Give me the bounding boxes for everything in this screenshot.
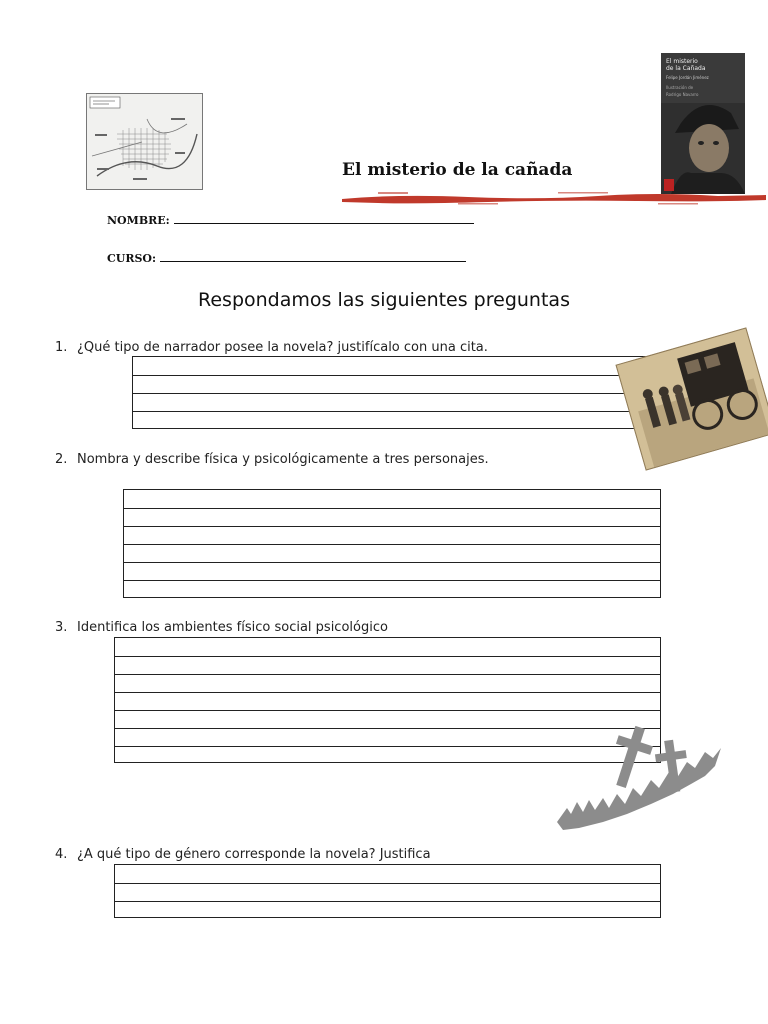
answer-line[interactable] [133, 375, 660, 393]
question-2 [55, 452, 489, 467]
cover-title-line1: El misterio [666, 58, 698, 65]
cover-illustrator: Rodrigo Navarro [666, 92, 699, 97]
answer-line[interactable] [124, 508, 660, 526]
course-field[interactable] [107, 252, 466, 265]
cover-title-line2: de la Cañada [666, 65, 706, 72]
questions-heading: Respondamos las siguientes preguntas [198, 289, 570, 311]
answer-line[interactable] [124, 490, 660, 508]
course-label: CURSO: [107, 252, 157, 265]
question-4 [55, 847, 431, 862]
answer-line[interactable] [133, 393, 660, 411]
answer-line[interactable] [115, 901, 660, 917]
carriage-photo-image [615, 327, 768, 470]
answer-line[interactable] [124, 544, 660, 562]
answer-line[interactable] [124, 526, 660, 544]
city-map-image [86, 93, 203, 190]
name-underline[interactable] [174, 223, 474, 224]
worksheet-title: El misterio de la cañada [342, 160, 573, 180]
question-number: 4. [55, 847, 68, 862]
name-field[interactable] [107, 214, 474, 227]
question-text: ¿Qué tipo de narrador posee la novela? justifícalo con una cita. [77, 340, 488, 355]
answer-line[interactable] [124, 580, 660, 597]
graveyard-crosses-decoration [555, 722, 725, 834]
question-number: 1. [55, 340, 68, 355]
answer-line[interactable] [115, 883, 660, 901]
question-1 [55, 340, 488, 355]
answer-line[interactable] [115, 692, 660, 710]
answer-box-4[interactable] [114, 864, 661, 918]
answer-line[interactable] [115, 638, 660, 656]
question-3 [55, 620, 388, 635]
name-label: NOMBRE: [107, 214, 170, 227]
answer-line[interactable] [115, 656, 660, 674]
course-underline[interactable] [160, 261, 466, 262]
answer-line[interactable] [133, 357, 660, 375]
question-text: ¿A qué tipo de género corresponde la novela? Justifica [77, 847, 431, 862]
answer-line[interactable] [133, 411, 660, 428]
cover-author: Felipe Jordán Jiménez [666, 75, 709, 80]
answer-line[interactable] [124, 562, 660, 580]
question-number: 2. [55, 452, 68, 467]
cover-illustrator-label: Ilustración de [666, 85, 694, 90]
answer-box-1[interactable] [132, 356, 661, 429]
answer-line[interactable] [115, 865, 660, 883]
question-text: Nombra y describe física y psicológicamente a tres personajes. [77, 452, 489, 467]
book-cover-image [661, 53, 745, 194]
question-text: Identifica los ambientes físico social psicológico [77, 620, 388, 635]
answer-box-2[interactable] [123, 489, 661, 598]
answer-line[interactable] [115, 674, 660, 692]
question-number: 3. [55, 620, 68, 635]
